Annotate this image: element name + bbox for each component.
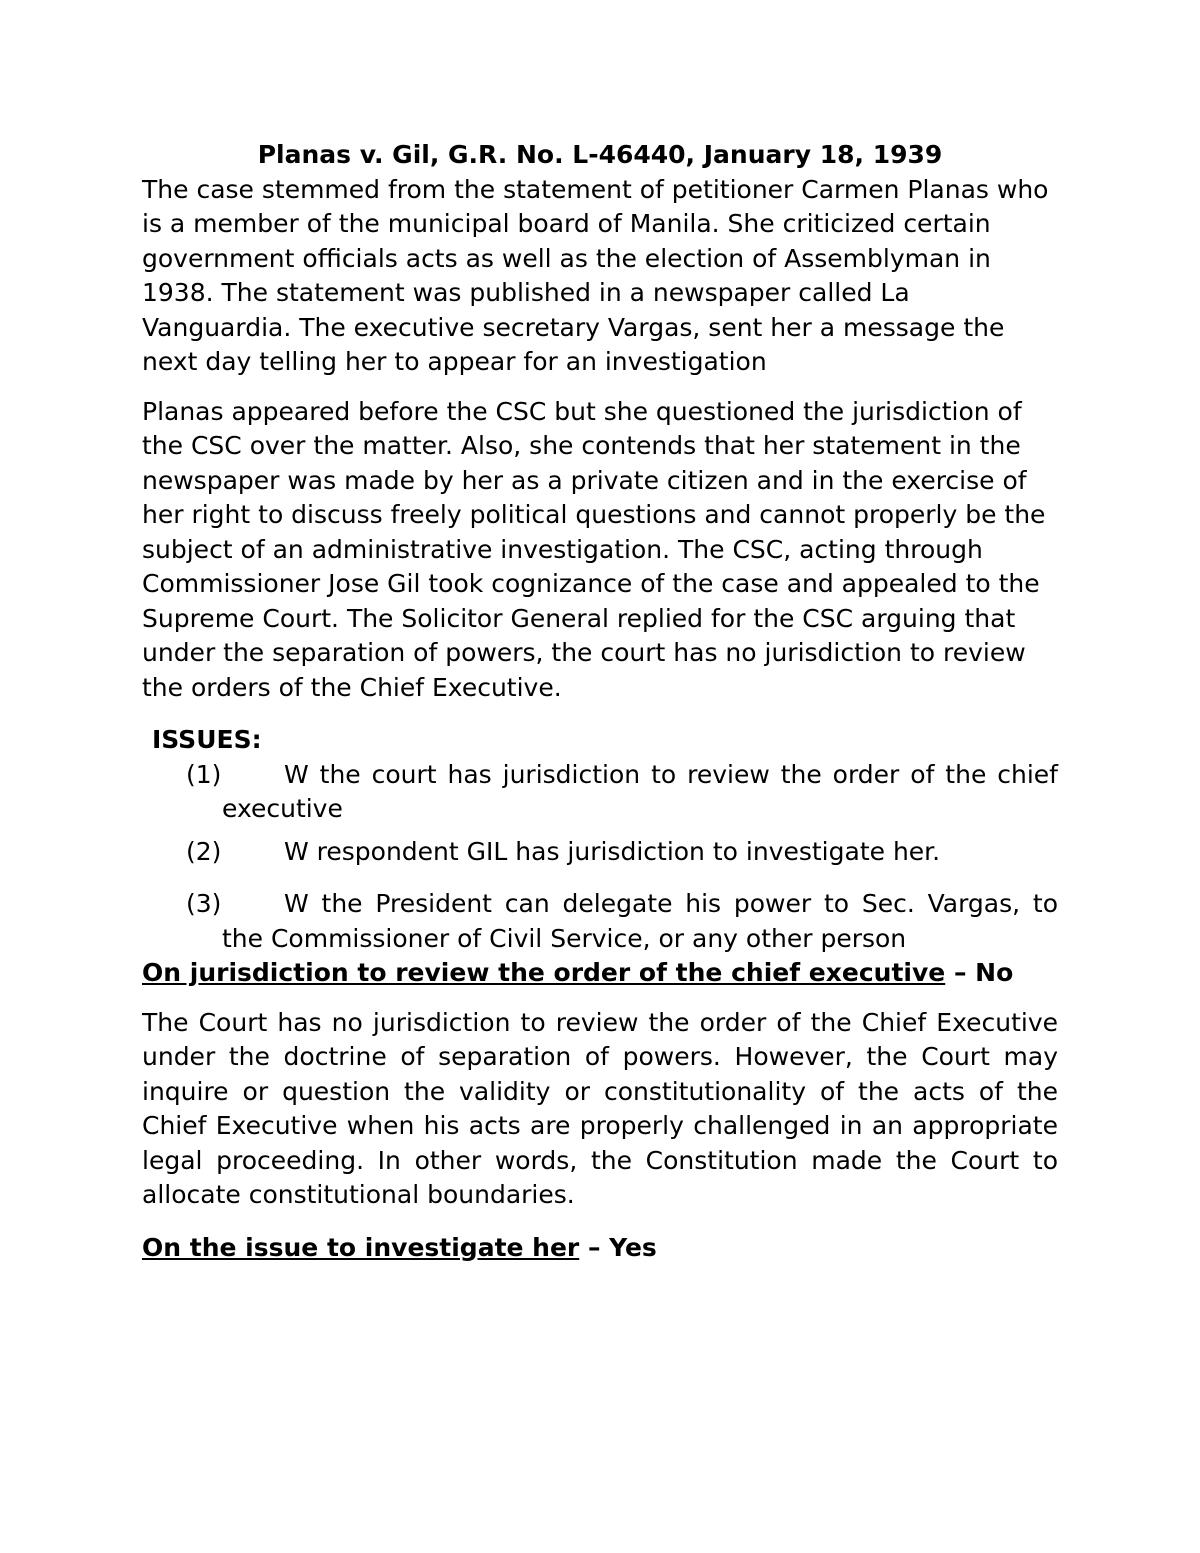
section-heading-text: On the issue to investigate her — [142, 1232, 580, 1262]
case-title: Planas v. Gil, G.R. No. L-46440, January 18, 1939 — [257, 140, 943, 169]
section-heading-answer: – No — [945, 958, 1014, 987]
ruling-paragraph: The Court has no jurisdiction to review the order of the Chief Executive under the doctrine of separation of powers. However, the Court may inquire or question the validity or constitutionality of the acts of the Chief Executive when his acts are properly challenged in an appropriate legal proceeding. In other words, the Constitution made the Court to allocate constitutional boundaries. — [142, 1007, 1058, 1209]
issue-number: (3) — [186, 889, 222, 918]
issue-item-3 — [186, 887, 1058, 956]
issue-text: W respondent GIL has jurisdiction to investigate her. — [284, 836, 941, 866]
section-heading-investigate — [142, 1231, 1058, 1266]
issue-number: (1) — [186, 759, 222, 789]
issue-item-2 — [186, 835, 1058, 870]
issue-number: (2) — [186, 836, 222, 866]
issue-text: W the court has jurisdiction to review the order of the chief executive — [222, 759, 1058, 823]
issue-text: W the President can delegate his power to Sec. Vargas, to the Commissioner of Civil Service, or any other person — [222, 889, 1058, 953]
issue-item-1 — [186, 758, 1058, 827]
facts-paragraph-2: Planas appeared before the CSC but she questioned the jurisdiction of the CSC over the matter. Also, she contends that her statement in the newspaper was made by her as a private citizen and in the exercise of her right to discuss freely political questions and cannot properly be the subject of an administrative investigation. The CSC, acting through Commissioner Jose Gil took cognizance of the case and appealed to the Supreme Court. The Solicitor General replied for the CSC arguing that under the separation of powers, the court has no jurisdiction to review the orders of the Chief Executive. — [142, 396, 1046, 702]
document-page — [142, 138, 1058, 1280]
section-heading-text: On jurisdiction to review the order of the chief executive — [142, 958, 946, 987]
section-heading-jurisdiction — [142, 956, 1058, 991]
issues-heading: ISSUES: — [152, 725, 262, 754]
facts-paragraph-1: The case stemmed from the statement of petitioner Carmen Planas who is a member of the municipal board of Manila. She criticized certain government officials acts as well as the election of Assemblyman in 1938. The statement was published in a newspaper called La Vanguardia. The executive secretary Vargas, sent her a message the next day telling her to appear for an investigation — [142, 174, 1049, 376]
section-heading-answer: – Yes — [579, 1232, 657, 1262]
